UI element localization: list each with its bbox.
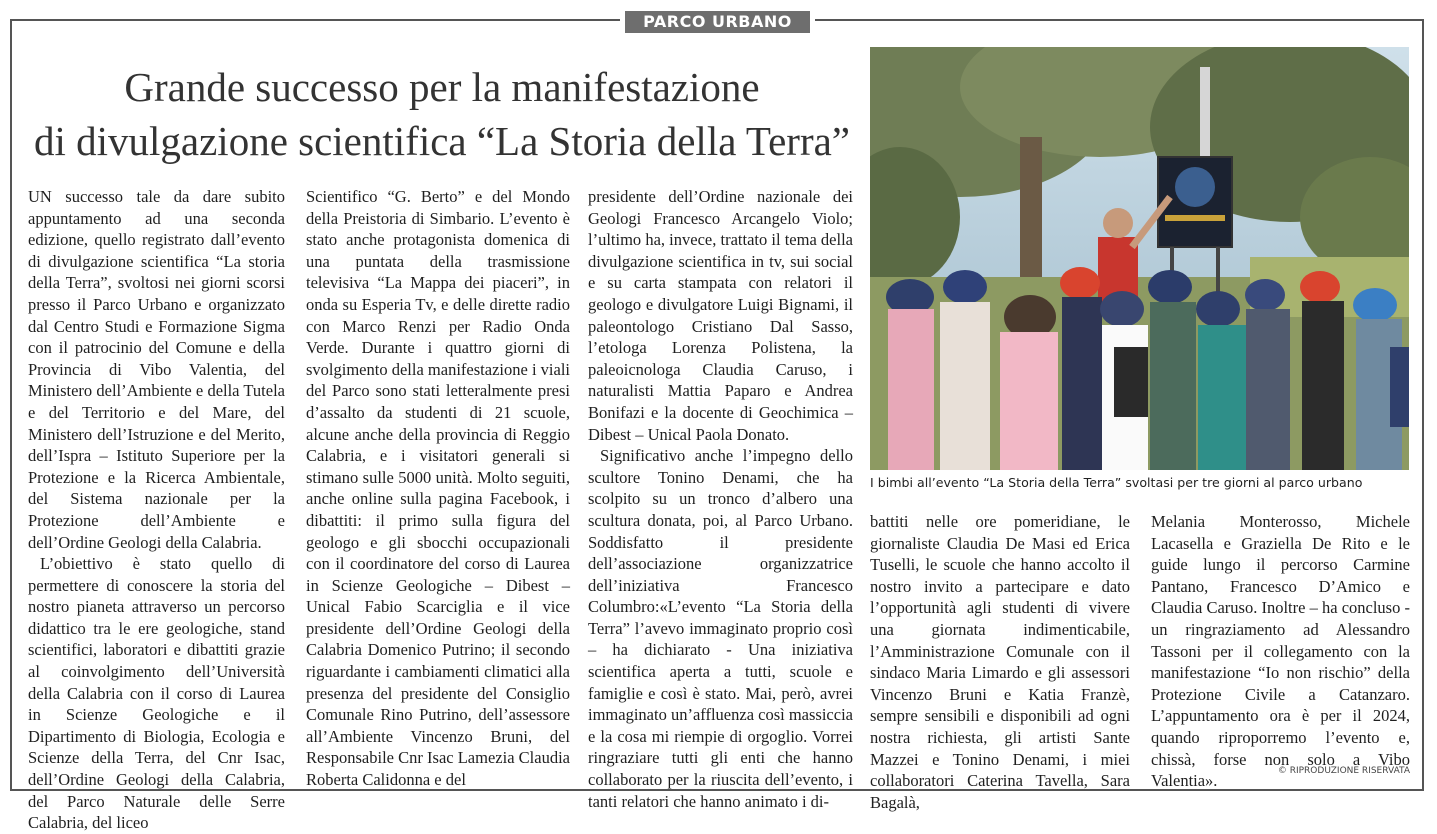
column-1 (28, 186, 285, 834)
paragraph: L’obiettivo è stato quello di permettere di conoscere la storia del nostro pianeta attraverso un percorso didattico tra le ere geologiche, stand scientifici, laboratori e dibattiti grazie al coinvolgimento dell’Università della Calabria con il corso di Laurea in Scienze Geologiche e il Dipartimento di Biologia, Ecologia e Scienze della Terra, del Cnr Isac, dell’Ordine Geologi della Calabria, del Parco Naturale delle Serre Calabria, del liceo (28, 554, 285, 833)
section-label: PARCO URBANO (625, 11, 810, 33)
copyright-notice: © RIPRODUZIONE RISERVATA (1277, 766, 1410, 776)
paragraph: Significativo anche l’impegno dello scultore Tonino Denami, che ha scolpito su un tronco d’albero una scultura donata, poi, al Parco Urbano. Soddisfatto il presidente dell’associazione organizzatrice dell’iniziativa Francesco Columbro:«L’evento “La Storia della Terra” l’avevo immaginato proprio così – ha dichiarato - Una iniziativa scientifica aperta a tutti, scuole e famiglie e così è stato. Mai, però, avrei immaginato un’affluenza così massiccia e la cosa mi riempie di orgoglio. Vorrei ringraziare tutti gli enti che hanno collaborato per la riuscita dell’evento, i tanti relatori che hanno animato i di- (588, 446, 853, 811)
paragraph: Scientifico “G. Berto” e del Mondo della Preistoria di Simbario. L’evento è stato anche protagonista domenica di una puntata della trasmissione televisiva “La Mappa dei piaceri”, in onda su Esperia Tv, e delle dirette radio con Marco Renzi per Radio Onda Verde. Durante i quattro giorni di svolgimento della manifestazione i viali del Parco sono stati letteralmente presi d’assalto da studenti di 21 scuole, alcune anche della provincia di Reggio Calabria, e i visitatori generali si stimano sulle 5000 unità. Molto seguiti, anche online sulla pagina Facebook, i dibattiti: il primo sulla figura del geologo e gli sbocchi occupazionali con il coordinatore del corso di Laurea in Scienze Geologiche – Dibest – Unical Fabio Scarciglia e il vice presidente dell’Ordine Geologi della Calabria Domenico Putrino; il secondo riguardante i cambiamenti climatici alla presenza del presidente del Consiglio Comunale Rino Putrino, dell’assessore all’Ambiente Vincenzo Bruni, del Responsabile Cnr Isac Lamezia Claudia Roberta Calidonna e del (306, 187, 570, 790)
paragraph: UN successo tale da dare subito appuntamento ad una seconda edizione, quello registrato dall’evento di divulgazione scientifica “La storia della Terra”, svoltosi nei giorni scorsi presso il Parco Urbano e organizzato dal Centro Studi e Formazione Sigma con il patrocinio del Comune e della Provincia di Vibo Valentia, del Ministero dell’Ambiente e della Tutela e del Territorio e del Mare, del Ministero dell’Istruzione e del Merito, dell’Ispra – Istituto Superiore per la Protezione e la Ricerca Ambientale, del Sistema nazionale per la Protezione dell’Ambiente e dell’Ordine Geologi della Calabria. (28, 187, 285, 552)
column-3 (588, 186, 853, 812)
headline (22, 60, 862, 168)
photo-caption: I bimbi all’evento “La Storia della Terra” svoltasi per tre giorni al parco urbano (870, 475, 1363, 490)
article-photo (870, 47, 1409, 470)
paragraph: presidente dell’Ordine nazionale dei Geologi Francesco Arcangelo Violo; l’ultimo ha, invece, trattato il tema della divulgazione scientifica in tv, sui social e su carta stampata con relatori il geologo e divulgatore Luigi Bignami, il paleontologo Cristiano Dal Sasso, l’etologa Lorenza Polistena, la paleoicnologa Claudia Caruso, i naturalisti Mattia Paparo e Andrea Bonifazi e la docente di Geochimica – Dibest – Unical Paola Donato. (588, 187, 853, 444)
headline-line-1: Grande successo per la manifestazione (124, 64, 760, 110)
paragraph: battiti nelle ore pomeridiane, le giornaliste Claudia De Masi ed Erica Tuselli, le scuole che hanno accolto il nostro invito a partecipare e dato l’opportunità agli studenti di vivere una giornata indimenticabile, l’Amministrazione Comunale con il sindaco Maria Limardo e gli assessori Vincenzo Bruni e Katia Franzè, sempre sensibili e disponibili ad ogni nostra richiesta, gli artisti Sante Mazzei e Tonino Denami, i miei collaboratori Caterina Tavella, Sara Bagalà, (870, 512, 1130, 812)
paragraph: Melania Monterosso, Michele Lacasella e Graziella De Rito e le guide lungo il percorso Carmine Pantano, Francesco D’Amico e Claudia Caruso. Inoltre – ha concluso - un ringraziamento ad Alessandro Tassoni per il collegamento con la manifestazione “Io non rischio” della Protezione Civile a Catanzaro. L’appuntamento ora è per il 2024, quando riproporremo l’evento e, chissà, forse non solo a Vibo Valentia». (1151, 512, 1410, 791)
section-tag (620, 8, 815, 34)
column-4 (870, 511, 1130, 813)
headline-line-2: di divulgazione scientifica “La Storia della Terra” (33, 118, 851, 164)
column-5 (1151, 511, 1410, 792)
photo-illustration (870, 47, 1409, 470)
column-2 (306, 186, 570, 791)
